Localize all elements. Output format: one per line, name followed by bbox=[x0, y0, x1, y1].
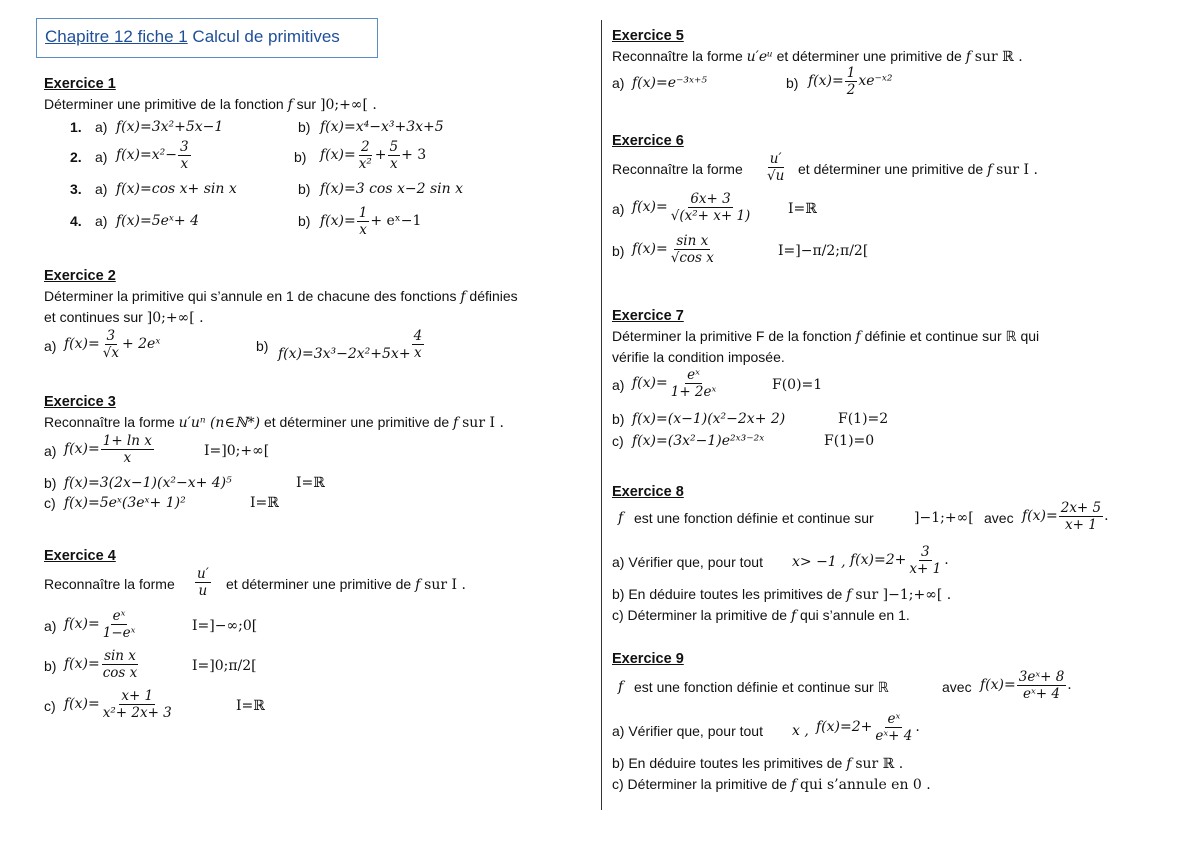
exercise-title: Exercice 5 bbox=[612, 28, 684, 44]
exercise-3 bbox=[44, 394, 594, 515]
question-row: 4. a) f(x)=5eˣ+ 4 b) f(x)= $\frac{1}{x}$ + eˣ−1 bbox=[70, 205, 422, 238]
question-row: a) Vérifier que, pour tout x> −1 , f(x)=2+ $\frac{3}{x+ 1}$ . bbox=[612, 544, 949, 577]
chapter-title: Calcul de primitives bbox=[187, 27, 340, 46]
question-row: b) f(x)=(x−1)(x²−2x+ 2) F(1)=2 bbox=[612, 411, 889, 427]
question-row: 1. a) f(x)=3x²+5x−1 b) f(x)=x⁴−x³+3x+5 bbox=[70, 119, 444, 135]
exercise-statement: Reconnaître la forme u′uⁿ (n∈ℕ*) et déterminer une primitive de f sur I . bbox=[44, 414, 504, 431]
exercise-statement: Reconnaître la forme u′eᵘ et déterminer une primitive de f sur ℝ . bbox=[612, 48, 1023, 65]
question-row: b) f(x)= $\frac{\text{sin x}}{\text{√cos x}}$ I=]−π/2;π/2[ bbox=[612, 233, 869, 266]
question-row: a) f(x)= $\frac{\text{1+ ln x}}{x}$ I=]0;+∞[ bbox=[44, 433, 270, 466]
exercise-1 bbox=[44, 76, 594, 241]
question-row: c) f(x)= $\frac{x+ 1}{\text{x²+ 2x+ 3}}$ I=ℝ bbox=[44, 688, 265, 721]
question-row: a) f(x)= $\frac{6x+ 3}{\text{√(x²+ x+ 1)}}$ I=ℝ bbox=[612, 191, 817, 224]
chapter-header bbox=[36, 18, 378, 58]
question-row: b) f(x)=3(2x−1)(x²−x+ 4)⁵ I=ℝ bbox=[44, 475, 325, 491]
exercise-statement: f est une fonction définie et continue sur ℝ avec f(x)= $\frac{\text{3eˣ+ 8}}{\text{eˣ+ 4}}$ . bbox=[618, 669, 1072, 702]
exercise-9 bbox=[612, 651, 1172, 795]
question-row: c) f(x)=5eˣ(3eˣ+ 1)² I=ℝ bbox=[44, 495, 279, 511]
question-c: c) Déterminer la primitive de f qui s’annule en 1. bbox=[612, 607, 910, 624]
question-row: a) f(x)=e⁻³ˣ⁺⁵ b) f(x)= $\frac{1}{2}$ xe⁻ˣ² bbox=[612, 65, 893, 98]
exercise-title: Exercice 6 bbox=[612, 133, 684, 149]
chapter-link[interactable]: Chapitre 12 fiche 1 bbox=[45, 27, 188, 46]
exercise-5 bbox=[612, 28, 1172, 103]
question-row: b) f(x)= $\frac{\text{sin x}}{\text{cos x}}$ I=]0;π/2[ bbox=[44, 648, 257, 681]
exercise-7 bbox=[612, 308, 1172, 453]
column-divider bbox=[601, 20, 602, 810]
exercise-statement: Reconnaître la forme $\frac{u'}{√u}$ et déterminer une primitive de f sur I . bbox=[612, 151, 1038, 184]
exercise-statement: f est une fonction définie et continue sur ]−1;+∞[ avec f(x)= $\frac{2x+ 5}{x+ 1}$ . bbox=[618, 500, 1109, 533]
exercise-title: Exercice 8 bbox=[612, 484, 684, 500]
exercise-title: Exercice 7 bbox=[612, 308, 684, 324]
exercise-statement: Déterminer la primitive F de la fonction f définie et continue sur ℝ qui bbox=[612, 328, 1040, 345]
exercise-title: Exercice 3 bbox=[44, 394, 116, 410]
exercise-title: Exercice 2 bbox=[44, 268, 116, 284]
question-row: a) f(x)= $\frac{\text{eˣ}}{\text{1−eˣ}}$ I=]−∞;0[ bbox=[44, 608, 258, 641]
question-row: a) Vérifier que, pour tout x , f(x)=2+ $\frac{\text{eˣ}}{\text{eˣ+ 4}}$ . bbox=[612, 711, 920, 744]
question-c: c) Déterminer la primitive de f qui s’annule en 0 . bbox=[612, 776, 931, 793]
exercise-title: Exercice 4 bbox=[44, 548, 116, 564]
exercise-4 bbox=[44, 548, 594, 730]
exercise-6 bbox=[612, 133, 1172, 275]
exercise-statement: Déterminer une primitive de la fonction f sur ]0;+∞[ . bbox=[44, 96, 377, 113]
exercise-title: Exercice 1 bbox=[44, 76, 116, 92]
question-b: b) En déduire toutes les primitives de f sur ]−1;+∞[ . bbox=[612, 586, 952, 603]
exercise-8 bbox=[612, 484, 1172, 626]
question-row: a) f(x)= $\frac{3}{√x}$ + 2eˣ b) f(x)=3x³−2x²+5x+ $\frac{4}{x}$ bbox=[44, 328, 423, 363]
question-row: a) f(x)= $\frac{\text{eˣ}}{\text{1+ 2eˣ}}$ F(0)=1 bbox=[612, 367, 823, 400]
exercise-statement: Reconnaître la forme $\frac{u'}{u}$ et déterminer une primitive de f sur I . bbox=[44, 566, 466, 599]
question-b: b) En déduire toutes les primitives de f sur ℝ . bbox=[612, 755, 904, 772]
question-row: 2. a) f(x)=x²− $\frac{3}{x}$ b) f(x)= $\frac{2}{\text{x²}}$ + $\frac{5}{x}$ + 3 bbox=[70, 139, 427, 172]
exercise-statement: et continues sur ]0;+∞[ . bbox=[44, 309, 204, 326]
exercise-statement: Déterminer la primitive qui s’annule en 1 de chacune des fonctions f définies bbox=[44, 288, 518, 305]
exercise-statement: vérifie la condition imposée. bbox=[612, 349, 785, 365]
exercise-title: Exercice 9 bbox=[612, 651, 684, 667]
question-row: c) f(x)=(3x²−1)e²ˣ³⁻²ˣ F(1)=0 bbox=[612, 433, 875, 449]
exercise-2 bbox=[44, 268, 594, 368]
question-row: 3. a) f(x)=cos x+ sin x b) f(x)=3 cos x−2 sin x bbox=[70, 181, 464, 197]
